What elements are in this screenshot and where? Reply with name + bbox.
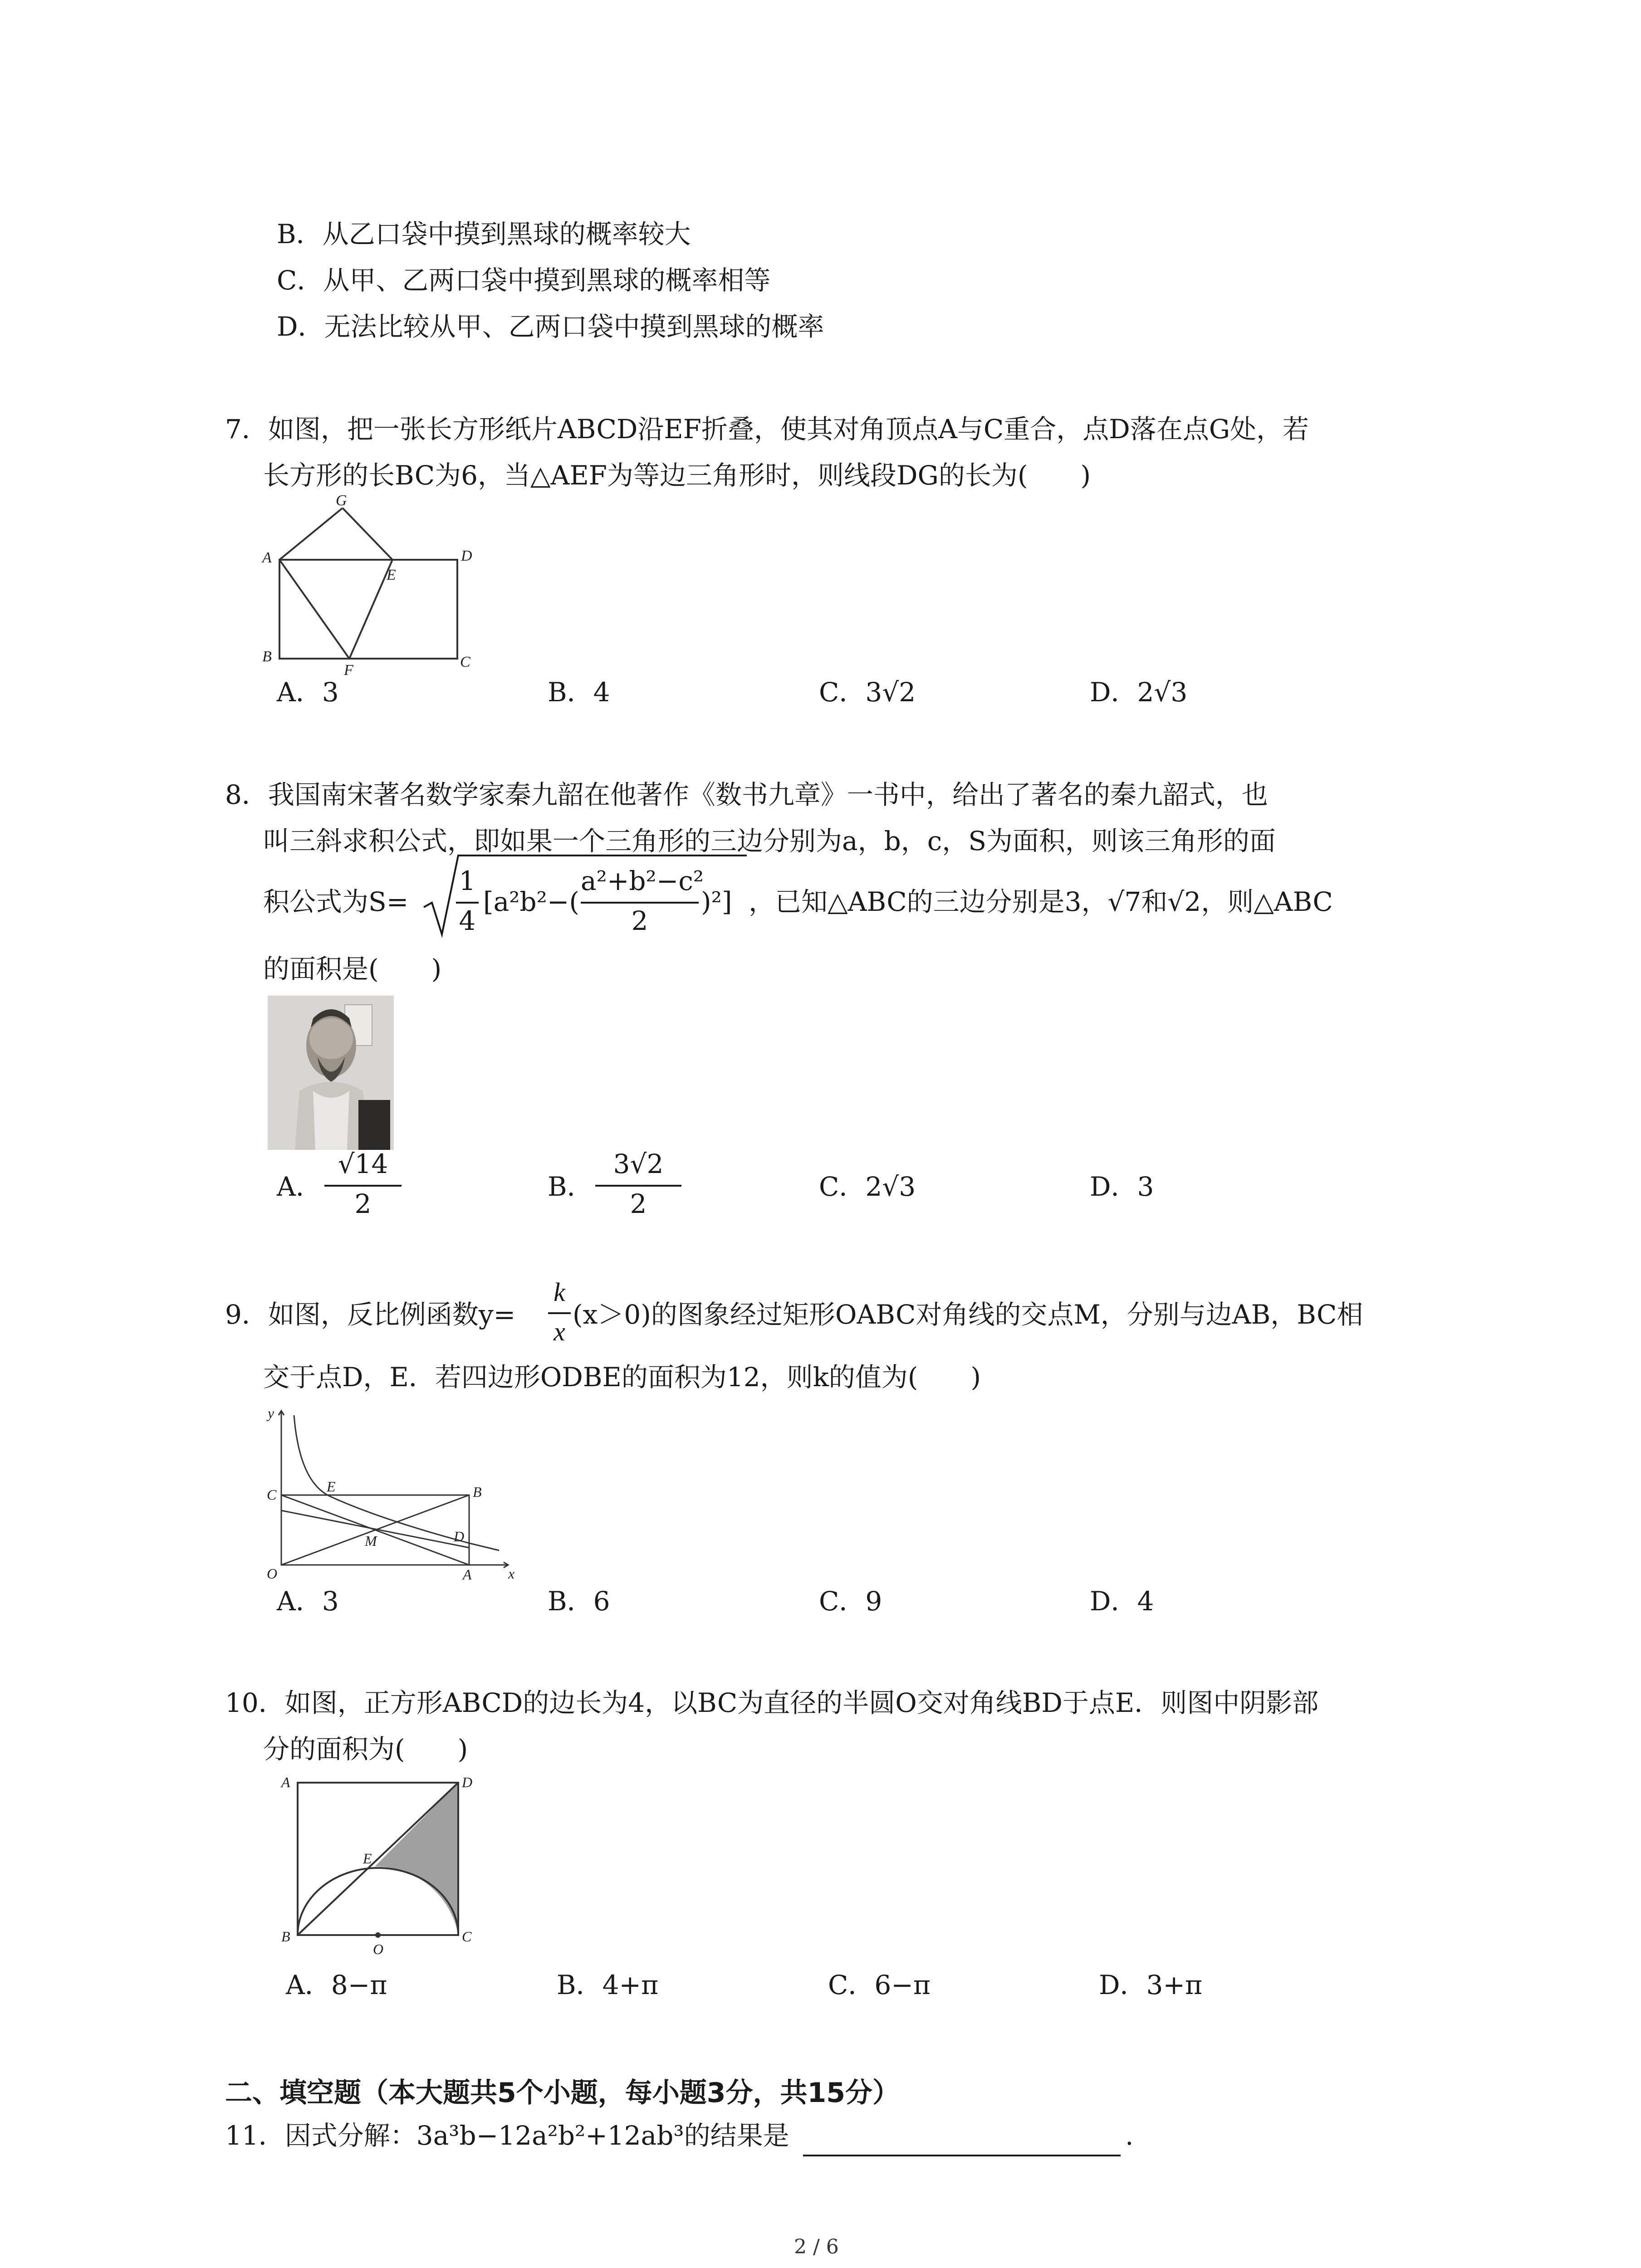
q9-stem-line1-suffix: (x＞0)的图象经过矩形OABC对角线的交点M，分别与边AB，BC相 — [573, 1299, 1363, 1330]
q9-label-d: D — [454, 1528, 465, 1545]
q6-option-b: B．从乙口袋中摸到黑球的概率较大 — [277, 219, 691, 249]
q8-option-b-label: B． — [548, 1171, 593, 1202]
q9-frac-den: x — [554, 1317, 565, 1346]
q10-stem-line2: 分的面积为( ) — [263, 1734, 468, 1765]
q10-label-b: B — [281, 1928, 290, 1945]
q10-option-a: A．8−π — [286, 1970, 387, 2000]
q8-formula-quarter-bar — [456, 902, 479, 904]
q8-option-b-num: 3√2 — [613, 1149, 664, 1179]
q10-figure-square-semicircle — [272, 1769, 490, 1960]
q8-formula-prefix: 积公式为S= — [263, 886, 409, 917]
q10-label-o: O — [373, 1941, 384, 1957]
q9-stem-line1-prefix: 9．如图，反比例函数y= — [225, 1299, 516, 1330]
q9-label-x: x — [508, 1565, 515, 1582]
q7-option-a: A．3 — [277, 677, 339, 708]
q8-option-a-num: √14 — [338, 1149, 388, 1179]
q6-option-c: C．从甲、乙两口袋中摸到黑球的概率相等 — [277, 265, 771, 296]
q7-label-g: G — [336, 494, 347, 509]
q10-option-b: B．4+π — [557, 1970, 659, 2000]
q7-option-c: C．3√2 — [819, 677, 916, 708]
q7-label-f: F — [344, 662, 353, 676]
q8-formula-inner-bar — [581, 902, 699, 904]
q11-answer-blank[interactable] — [803, 2155, 1121, 2156]
q8-stem-line2: 叫三斜求积公式，即如果一个三角形的三边分别为a，b，c，S为面积，则该三角形的面 — [263, 826, 1276, 856]
q8-option-c: C．2√3 — [819, 1171, 916, 1202]
q8-option-a-den: 2 — [354, 1188, 372, 1219]
q7-label-e: E — [387, 567, 396, 583]
q8-formula-end: )²] — [701, 886, 732, 917]
q7-option-b: B．4 — [548, 677, 610, 708]
q9-frac-bar — [548, 1312, 571, 1314]
page-number: 2 / 6 — [794, 2235, 839, 2258]
q10-label-c: C — [462, 1928, 472, 1945]
q9-figure-hyperbola-rectangle — [263, 1402, 517, 1583]
qin-jiushao-portrait-image — [268, 996, 394, 1150]
q9-option-b: B．6 — [548, 1586, 610, 1617]
q8-option-b-den: 2 — [630, 1188, 647, 1219]
q8-option-d: D．3 — [1090, 1171, 1154, 1202]
q9-label-o: O — [267, 1565, 278, 1582]
q8-formula-quarter-num: 1 — [459, 865, 476, 896]
q8-formula-inner-num: a²+b²−c² — [581, 865, 704, 896]
q10-label-a: A — [281, 1774, 290, 1790]
q7-label-b: B — [262, 648, 272, 665]
q10-label-e: E — [363, 1850, 372, 1867]
q6-option-d: D．无法比较从甲、乙两口袋中摸到黑球的概率 — [277, 311, 824, 342]
q7-stem-line1: 7．如图，把一张长方形纸片ABCD沿EF折叠，使其对角顶点A与C重合，点D落在点G处，若 — [225, 414, 1309, 445]
q8-stem-line4: 的面积是( ) — [263, 953, 442, 984]
q10-label-d: D — [462, 1774, 473, 1790]
q8-option-a-bar — [324, 1185, 402, 1187]
section-fill-in-title: 二、填空题（本大题共5个小题，每小题3分，共15分） — [225, 2077, 900, 2109]
q7-label-c: C — [460, 654, 470, 670]
q8-formula-quarter-den: 4 — [459, 905, 476, 936]
q7-option-d: D．2√3 — [1090, 677, 1188, 708]
q9-option-c: C．9 — [819, 1586, 882, 1617]
q9-option-a: A．3 — [277, 1586, 339, 1617]
q8-formula-inner-den: 2 — [631, 905, 648, 936]
q9-label-c: C — [267, 1486, 277, 1503]
q10-option-c: C．6−π — [828, 1970, 931, 2000]
q11-end-period: . — [1125, 2120, 1134, 2151]
q8-option-b-bar — [595, 1185, 681, 1187]
q8-option-a-label: A． — [277, 1171, 322, 1202]
q9-option-d: D．4 — [1090, 1586, 1154, 1617]
q9-stem-line2: 交于点D，E．若四边形ODBE的面积为12，则k的值为( ) — [263, 1362, 981, 1393]
q7-stem-line2: 长方形的长BC为6，当△AEF为等边三角形时，则线段DG的长为( ) — [263, 460, 1091, 491]
q9-frac-num: k — [554, 1277, 565, 1307]
q9-label-m: M — [365, 1533, 377, 1549]
q7-label-d: D — [461, 547, 472, 564]
q9-label-b: B — [473, 1484, 482, 1500]
q10-stem-line1: 10．如图，正方形ABCD的边长为4，以BC为直径的半圆O交对角线BD于点E．则图中阴影部 — [225, 1687, 1319, 1718]
q8-stem-line3: ，已知△ABC的三边分别是3，√7和√2，则△ABC — [749, 886, 1333, 917]
q11-stem: 11．因式分解：3a³b−12a²b²+12ab³的结果是 — [225, 2120, 789, 2151]
q8-formula-mid: [a²b²−( — [483, 886, 580, 917]
q8-stem-line1: 8．我国南宋著名数学家秦九韶在他著作《数书九章》一书中，给出了著名的秦九韶式，也 — [225, 779, 1268, 810]
q9-label-e: E — [327, 1478, 336, 1495]
q9-label-y: y — [268, 1405, 274, 1421]
q10-option-d: D．3+π — [1099, 1970, 1203, 2000]
q7-label-a: A — [262, 549, 272, 566]
q7-figure-folded-rectangle — [254, 494, 490, 676]
q9-label-a: A — [463, 1566, 472, 1583]
